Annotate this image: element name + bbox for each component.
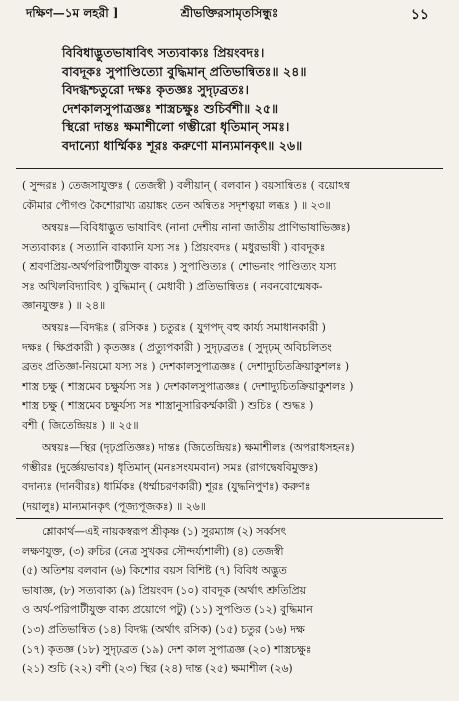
commentary-line: কৌমার পৌগণ্ড কৈশোরাখ্য ত্রয়াঙ্কং তেন অন্বিতঃ সদৃশত্বয়া লব্ধঃ ) ॥ ২৩॥ [22,198,331,212]
divider [16,518,443,519]
verse-line: বিবিধাদ্ভুতভাষাবিৎ সত্যবাক্যঃ প্রিয়ংবদঃ। [62,45,265,60]
commentary-line: অন্বয়ঃ—স্থির (দৃঢ়প্রতিজ্ঞঃ) দান্তঃ (জিতেন্দ্রিয়ঃ) ক্ষমাশীলঃ (অপরাধসহনঃ) [42,441,355,454]
commentary-line: দক্ষঃ ( ক্ষিপ্রকারী ) কৃতজ্ঞঃ ( প্রত্যুপকারী ) সুদৃঢ়ব্রতঃ ( সুদৃঢ়ম্‌ অবিচলিতং [22,340,332,354]
page-header [14,4,445,26]
commentary-line: ( সুন্দরঃ ) তেজসাযুক্তঃ ( তেজস্বী ) বলীয়ান্‌ ( বলবান ) বয়সান্বিতঃ ( বয়োঽন্ব [22,179,350,192]
divider [16,168,443,169]
commentary-line: বদান্যঃ (দানবীরঃ) ধার্মিকঃ (ধর্ম্মাচরণকারী) শূরঃ (যুদ্ধনিপুণঃ) করুণঃ [22,480,311,494]
commentary-line: বশী ( জিতেন্দ্রিয়ঃ ) ॥ ২৫॥ [22,418,139,432]
meaning-line: (৫) অতিশয় বলবান (৬) কিশোর বয়স বিশিষ্ট (৭) বিবিধ অদ্ভুত [22,564,287,578]
commentary-line: (দয়ালুঃ) মান্যমানকৃৎ (পূজ্যপূজকঃ) ॥ ২৬॥ [22,499,206,513]
meaning-line: শ্লোকার্থ—এই নায়কস্বরূপ শ্রীকৃষ্ণ (১) সুরম্যাঙ্গ (২) সর্ব্বসৎ [42,525,287,538]
verse-line: বদান্যো ধার্ম্মিকঃ শূরঃ করুণো মান্যমানকৃৎ॥ ২৬॥ [62,137,303,153]
commentary-line: অন্বয়ঃ—বিবিধাদ্ভুত ভাষাবিৎ (নানা দেশীয় নানা জাতীয় প্রাণিভাষাভিজ্ঞঃ) [42,221,351,234]
commentary-line: ( শ্রবণপ্রিয়-অর্থপরিপাটীযুক্ত বাক্যঃ ) সুপাণ্ডিত্যঃ ( শোভনাং পাণ্ডিত্যং যস্য [22,260,337,274]
meaning-line: (২১) শুচি (২২) বশী (২৩) স্থির (২৪) দান্ত (২৫) ক্ষমাশীল (২৬) [22,662,293,676]
commentary-25 [22,318,443,436]
verse-meaning [22,522,443,679]
page-number: ১১ [410,7,429,23]
verse-line: দেশকালসুপাত্রজ্ঞঃ শাস্ত্রচক্ষুঃ শুচির্বশী॥ ২৫॥ [62,100,279,116]
commentary-line: শাস্ত্র চক্ষু ( শাস্ত্রমেব চক্ষুর্যস্য সঃ ) দেশকালসুপাত্রজ্ঞঃ ( দেশাদ্যুচিতক্রিয়াকুশলঃ ) [22,379,354,393]
commentary-24 [22,218,443,316]
verse-line: স্থিরো দান্তঃ ক্ষমাশীলো গম্ভীরো ধৃতিমান্‌ সমঃ। [62,119,290,135]
commentary-line: অন্বয়ঃ—বিদগ্ধঃ ( রসিকঃ ) চতুরঃ ( যুগপদ্‌ বহু কার্য্য সমাধানকারী ) [42,321,326,334]
commentary-line: জ্ঞানযুক্তঃ ) ॥ ২৪॥ [22,299,106,313]
commentary-23 [22,176,443,215]
meaning-line: ভাষাজ্ঞ, (৮) সত্যবাক্য (৯) প্রিয়ংবদ (১০) বাবদূক (অর্থাৎ শ্রুতিপ্রিয় [22,583,306,597]
verse-line: বাবদূকঃ সুপাণ্ডিত্যো বুদ্ধিমান্‌ প্রতিভান্বিতঃ॥ ২৪॥ [62,63,307,79]
chapter-label: দক্ষিণ—১ম লহরী ] [26,6,119,20]
commentary-line: গম্ভীরঃ (দুর্জ্ঞেয়ভাবঃ) ধৃতিমান্‌ (মনঃসংযমবান) সমঃ (রাগদ্বেষবিমুক্তঃ) [22,460,319,474]
commentary-line: সঃ অখিলবিদ্যাবিৎ ) বুদ্ধিমান্‌ ( মেধাবী ) প্রতিভান্বিতঃ ( নবনবোন্মেষক- [22,279,323,293]
commentary-line: ব্রতং প্রতিজ্ঞা-নিয়মো যস্য সঃ ) দেশকালসুপাত্রজ্ঞঃ ( দেশাদ্যুচিতক্রিয়াকুশলঃ ) [22,360,350,374]
verse-line: বিদগ্ধশ্চতুরো দক্ষঃ কৃতজ্ঞঃ সুদৃঢ়ব্রতঃ। [62,82,250,98]
meaning-line: (১৩) প্রতিভান্বিত (১৪) বিদগ্ধ (অর্থাৎ রসিক) (১৫) চতুর (১৬) দক্ষ [22,622,305,636]
meaning-line: ও অর্থ-পরিপাটীযুক্ত বাক্য প্রয়োগে পটু) (১১) সুপণ্ডিত (১২) বুদ্ধিমান [22,603,313,617]
commentary-line: সত্যবাক্যঃ ( সত্যানি বাক্যানি যস্য সঃ ) প্রিয়ংবদঃ ( মধুরভাষী ) বাবদূকঃ [22,240,326,254]
meaning-line: লক্ষণযুক্ত, (৩) রুচির (নেত্র সুখকর সৌন্দর্য্যশালী) (৪) তেজস্বী [22,544,284,558]
verse-block [62,44,445,156]
commentary-26 [22,438,443,516]
commentary-line: শাস্ত্র চক্ষু ( শাস্ত্রমেব চক্ষুর্যস্য সঃ শাস্ত্রানুসারিকর্ম্মকারী ) শুচিঃ ( শুদ্ধঃ ) [22,399,314,413]
meaning-line: (১৭) কৃতজ্ঞ (১৮) সুদৃঢ়ব্রত (১৯) দেশ কাল সুপাত্রজ্ঞ (২০) শাস্ত্রচক্ষুঃ [22,642,312,656]
book-title: শ্রীভক্তিরসামৃতসিন্ধুঃ [180,6,279,20]
